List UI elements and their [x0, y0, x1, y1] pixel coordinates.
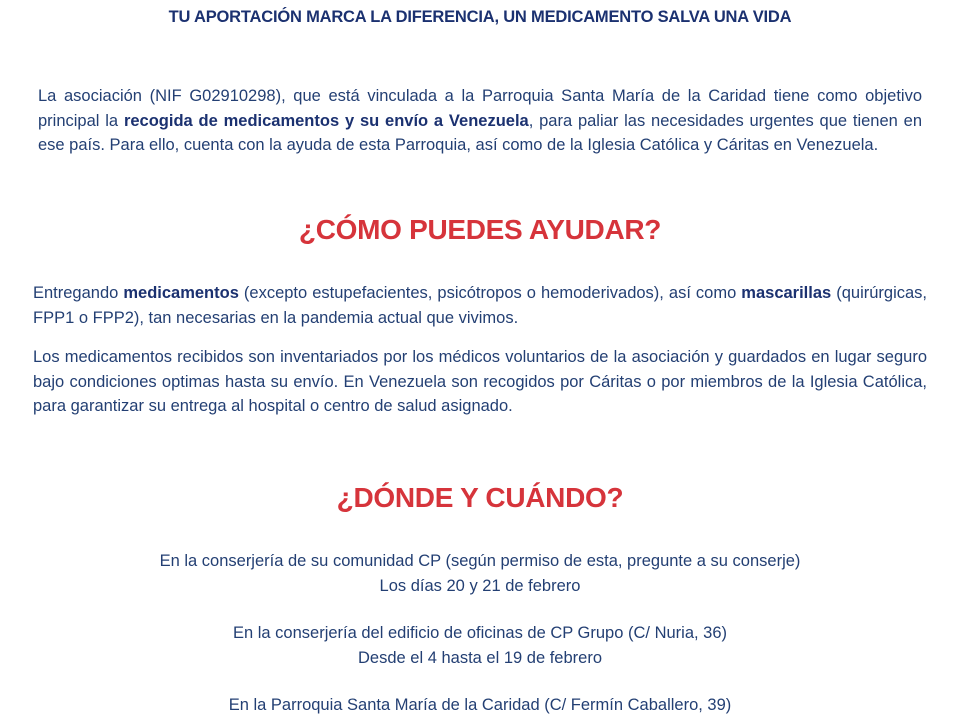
- location-place: En la conserjería de su comunidad CP (según permiso de esta, pregunte a su conserje): [159, 552, 801, 570]
- help-paragraph-process: Los medicamentos recibidos son inventariados por los médicos voluntarios de la asociación y guardados en lugar seguro bajo condiciones optimas hasta su envío. En Venezuela son recogidos por Cáritas o por miembros de la Iglesia Católica, para garantizar su entrega al hospital o centro de salud asignado.: [33, 348, 927, 415]
- location-block-community: [0, 549, 960, 598]
- where-when-heading: ¿DÓNDE Y CUÁNDO?: [336, 482, 624, 513]
- help-highlight-masks: mascarillas: [741, 284, 832, 302]
- location-block-offices: [0, 621, 960, 670]
- location-dates: Desde el 4 hasta el 19 de febrero: [358, 648, 602, 667]
- location-dates: Los días 20 y 21 de febrero: [379, 576, 581, 595]
- location-block-parish: [0, 693, 960, 718]
- intro-highlight: recogida de medicamentos y su envío a Venezuela: [123, 111, 529, 130]
- help-text-1: Entregando: [33, 284, 124, 302]
- help-paragraph-items: [33, 281, 927, 330]
- intro-text-start: La asociación (NIF G02910298), que está vinculada a la Parroquia Santa María de la Caridad tiene como objetivo principal la: [38, 87, 922, 130]
- intro-paragraph: [38, 84, 922, 158]
- intro-text-end: , para paliar las necesidades urgentes que tienen en ese país. Para ello, cuenta con la ayuda de esta Parroquia, así como de la Iglesia Católica y Cáritas en Venezuela.: [38, 111, 923, 154]
- help-text-2: (excepto estupefacientes, psicótropos o hemoderivados), así como: [238, 284, 742, 302]
- page-banner-title: TU APORTACIÓN MARCA LA DIFERENCIA, UN MEDICAMENTO SALVA UNA VIDA: [168, 8, 792, 26]
- help-text-3: (quirúrgicas, FPP1 o FPP2), tan necesarias en la pandemia actual que vivimos.: [33, 284, 928, 327]
- location-place: En la Parroquia Santa María de la Caridad (C/ Fermín Caballero, 39): [228, 696, 732, 714]
- location-place: En la conserjería del edificio de oficinas de CP Grupo (C/ Nuria, 36): [232, 624, 728, 642]
- help-highlight-medicines: medicamentos: [123, 284, 239, 302]
- how-to-help-heading: ¿CÓMO PUEDES AYUDAR?: [298, 214, 662, 245]
